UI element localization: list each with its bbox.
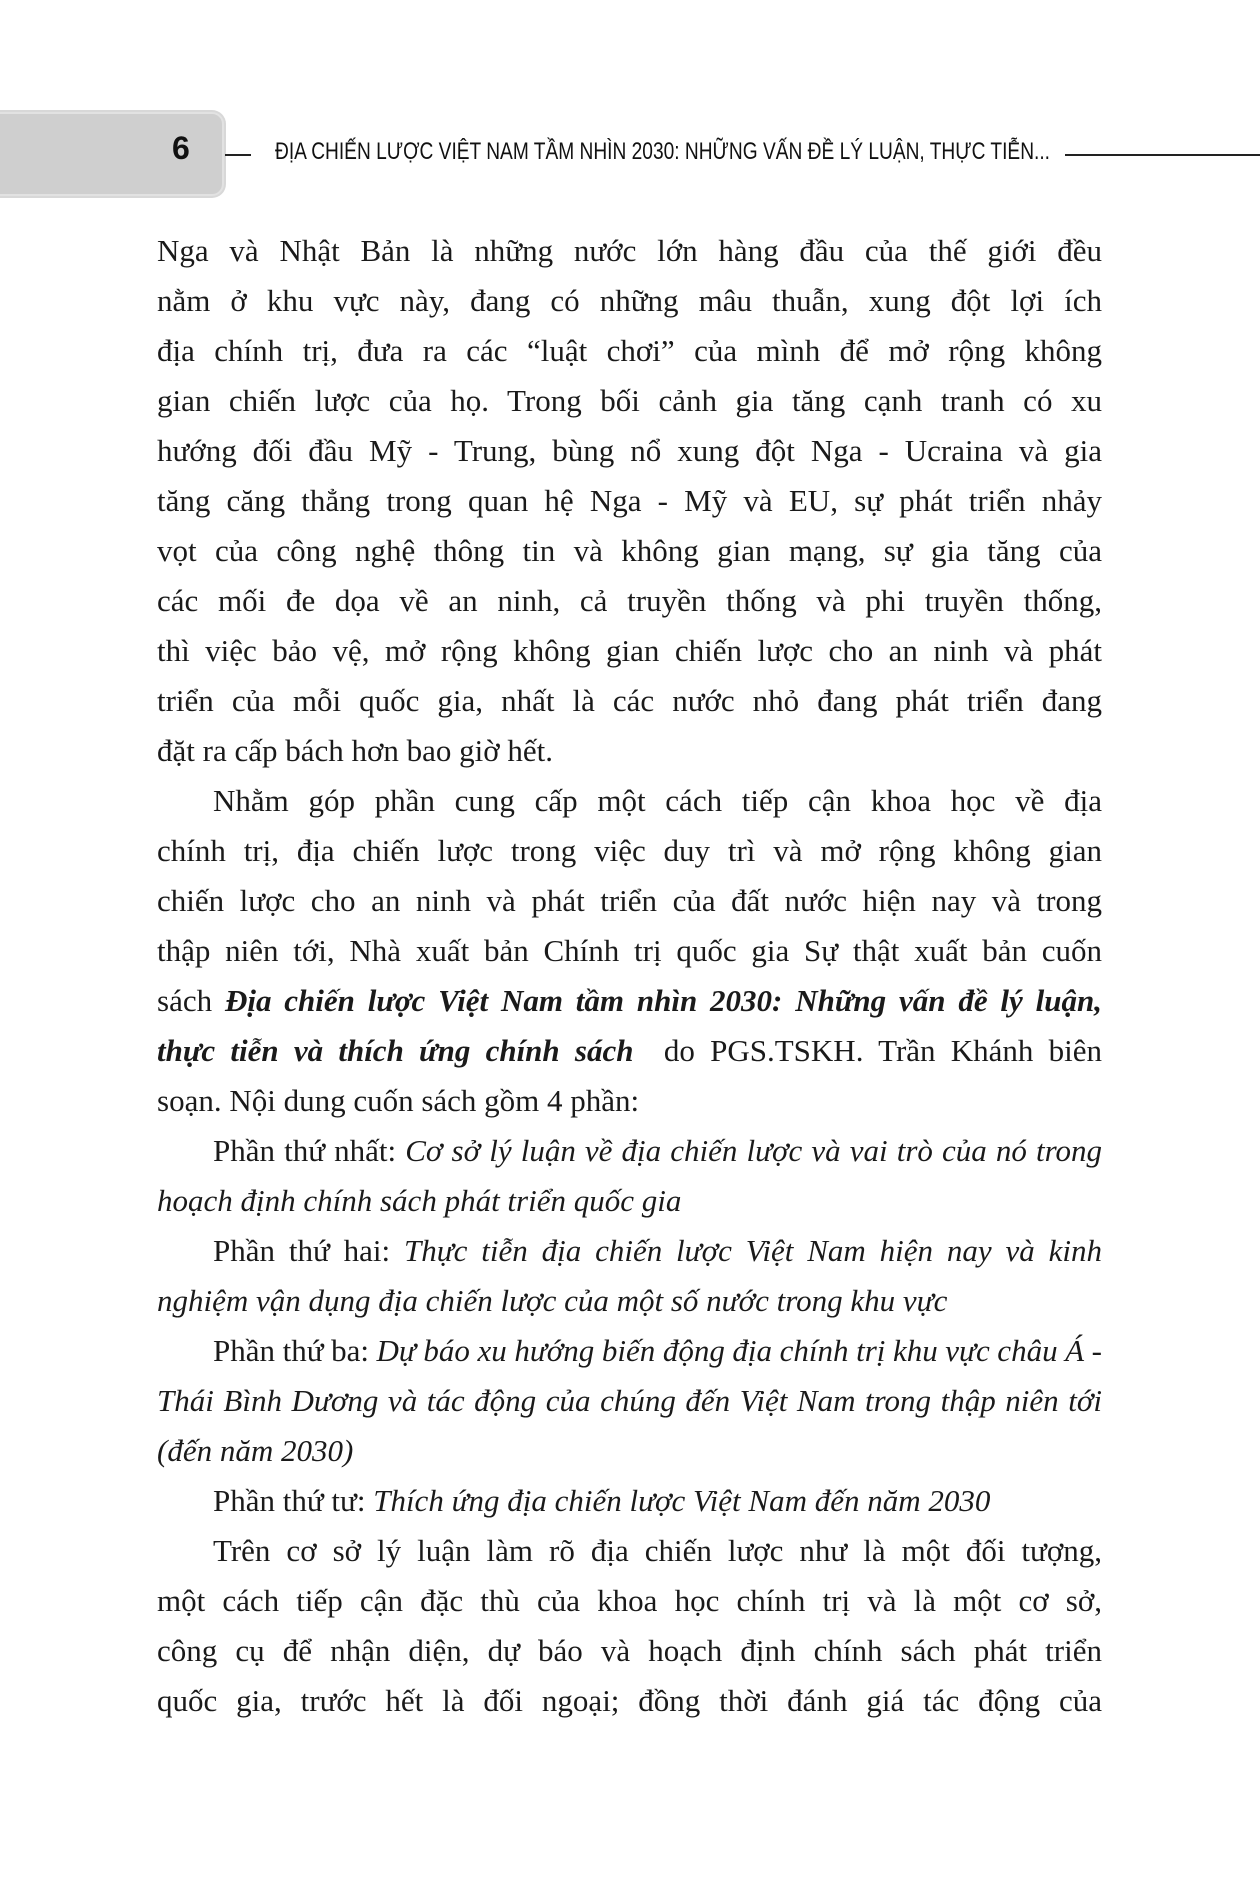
text-run: quốc gia, trước hết là đối ngoại; đồng thời đánh giá tác động của bbox=[157, 1683, 1102, 1718]
text-line-content bbox=[157, 276, 1102, 326]
text-line-content bbox=[157, 1026, 1102, 1076]
text-line-content bbox=[213, 776, 1102, 826]
emphasized-text: thực tiễn và thích ứng chính sách bbox=[157, 1033, 634, 1068]
emphasized-text: Thích ứng địa chiến lược Việt Nam đến năm 2030 bbox=[373, 1483, 991, 1518]
emphasized-text: Thái Bình Dương và tác động của chúng đến Việt Nam trong thập niên tới bbox=[157, 1383, 1102, 1418]
text-line-content bbox=[213, 1226, 1102, 1276]
text-run: Nga và Nhật Bản là những nước lớn hàng đầu của thế giới đều bbox=[157, 233, 1102, 268]
text-line bbox=[157, 376, 1102, 426]
text-line-content bbox=[157, 226, 1102, 276]
text-run: Phần thứ ba: bbox=[213, 1333, 377, 1368]
text-line bbox=[157, 976, 1102, 1026]
text-line-content bbox=[157, 826, 1102, 876]
emphasized-text: Cơ sở lý luận về địa chiến lược và vai trò của nó trong bbox=[405, 1133, 1102, 1168]
text-run: Trên cơ sở lý luận làm rõ địa chiến lược như là một đối tượng, bbox=[213, 1533, 1102, 1568]
text-line-content bbox=[213, 1526, 1102, 1576]
text-line bbox=[157, 1626, 1102, 1676]
text-run: chiến lược cho an ninh và phát triển của đất nước hiện nay và trong bbox=[157, 883, 1102, 918]
text-run: Phần thứ tư: bbox=[213, 1483, 374, 1518]
text-line bbox=[157, 226, 1102, 276]
text-run: thập niên tới, Nhà xuất bản Chính trị quốc gia Sự thật xuất bản cuốn bbox=[157, 933, 1102, 968]
text-line bbox=[157, 576, 1102, 626]
text-line-content bbox=[157, 1376, 1102, 1426]
text-line-content bbox=[157, 1576, 1102, 1626]
text-line-content bbox=[157, 376, 1102, 426]
text-line-content bbox=[213, 1476, 990, 1526]
text-line-content bbox=[157, 1426, 353, 1476]
text-line-content bbox=[157, 1676, 1102, 1726]
page-number: 6 bbox=[172, 130, 190, 166]
text-line bbox=[157, 1676, 1102, 1726]
text-line bbox=[157, 676, 1102, 726]
text-line bbox=[157, 1576, 1102, 1626]
text-run: Phần thứ hai: bbox=[213, 1233, 404, 1268]
text-run: gian chiến lược của họ. Trong bối cảnh gia tăng cạnh tranh có xu bbox=[157, 383, 1102, 418]
text-line bbox=[157, 776, 1102, 826]
text-line-content bbox=[157, 526, 1102, 576]
text-run: công cụ để nhận diện, dự báo và hoạch định chính sách phát triển bbox=[157, 1633, 1102, 1668]
header-dash bbox=[225, 154, 251, 156]
text-line bbox=[157, 876, 1102, 926]
text-line-content bbox=[157, 1076, 639, 1126]
page-number-tab bbox=[0, 112, 224, 196]
text-line bbox=[157, 526, 1102, 576]
text-line-content bbox=[157, 676, 1102, 726]
emphasized-text: nghiệm vận dụng địa chiến lược của một số nước trong khu vực bbox=[157, 1283, 948, 1318]
text-line bbox=[157, 1376, 1102, 1426]
text-line bbox=[157, 1226, 1102, 1276]
text-run: vọt của công nghệ thông tin và không gian mạng, sự gia tăng của bbox=[157, 533, 1102, 568]
text-run: thì việc bảo vệ, mở rộng không gian chiến lược cho an ninh và phát bbox=[157, 633, 1102, 668]
text-line bbox=[157, 476, 1102, 526]
running-title: ĐỊA CHIẾN LƯỢC VIỆT NAM TẦM NHÌN 2030: NHỮNG VẤN ĐỀ LÝ LUẬN, THỰC TIỄN... bbox=[275, 138, 1050, 165]
text-line bbox=[157, 276, 1102, 326]
text-run: sách bbox=[157, 983, 225, 1018]
text-run: chính trị, địa chiến lược trong việc duy trì và mở rộng không gian bbox=[157, 833, 1102, 868]
text-line-content bbox=[157, 1276, 947, 1326]
text-line-content bbox=[157, 1176, 681, 1226]
text-line bbox=[157, 1476, 1102, 1526]
text-run: Nhằm góp phần cung cấp một cách tiếp cận khoa học về địa bbox=[213, 783, 1102, 818]
emphasized-text: Dự báo xu hướng biến động địa chính trị khu vực châu Á - bbox=[376, 1333, 1102, 1368]
emphasized-text: (đến năm 2030) bbox=[157, 1433, 354, 1468]
text-line bbox=[157, 726, 1102, 776]
text-line-content bbox=[157, 326, 1102, 376]
text-run: một cách tiếp cận đặc thù của khoa học chính trị và là một cơ sở, bbox=[157, 1583, 1102, 1618]
text-run: triển của mỗi quốc gia, nhất là các nước nhỏ đang phát triển đang bbox=[157, 683, 1102, 718]
text-line bbox=[157, 926, 1102, 976]
text-run: nằm ở khu vực này, đang có những mâu thuẫn, xung đột lợi ích bbox=[157, 283, 1102, 318]
text-line-content bbox=[157, 626, 1102, 676]
text-run: Phần thứ nhất: bbox=[213, 1133, 406, 1168]
text-line-content bbox=[157, 426, 1102, 476]
text-line-content bbox=[157, 876, 1102, 926]
emphasized-text: Thực tiễn địa chiến lược Việt Nam hiện nay và kinh bbox=[403, 1233, 1102, 1268]
text-line bbox=[157, 326, 1102, 376]
text-run: soạn. Nội dung cuốn sách gồm 4 phần: bbox=[157, 1083, 640, 1118]
text-line-content bbox=[157, 476, 1102, 526]
text-line bbox=[157, 1076, 1102, 1126]
text-line bbox=[157, 1526, 1102, 1576]
text-run: hướng đối đầu Mỹ - Trung, bùng nổ xung đột Nga - Ucraina và gia bbox=[157, 433, 1102, 468]
text-line bbox=[157, 1326, 1102, 1376]
text-line bbox=[157, 626, 1102, 676]
text-line-content bbox=[213, 1326, 1102, 1376]
header-rule bbox=[1065, 154, 1260, 156]
text-line bbox=[157, 1126, 1102, 1176]
text-line bbox=[157, 826, 1102, 876]
text-run: tăng căng thẳng trong quan hệ Nga - Mỹ và EU, sự phát triển nhảy bbox=[157, 483, 1102, 518]
text-line bbox=[157, 1026, 1102, 1076]
text-line-content bbox=[157, 926, 1102, 976]
text-line-content bbox=[157, 1626, 1102, 1676]
text-line bbox=[157, 1276, 1102, 1326]
text-run: do PGS.TSKH. Trần Khánh biên bbox=[633, 1033, 1102, 1068]
text-line-content bbox=[157, 576, 1102, 626]
text-line-content bbox=[213, 1126, 1102, 1176]
text-line bbox=[157, 1176, 1102, 1226]
text-line-content bbox=[157, 726, 553, 776]
text-line-content bbox=[157, 976, 1102, 1026]
body-text bbox=[157, 226, 1102, 1726]
emphasized-text: hoạch định chính sách phát triển quốc gia bbox=[157, 1183, 682, 1218]
text-line bbox=[157, 426, 1102, 476]
text-run: các mối đe dọa về an ninh, cả truyền thống và phi truyền thống, bbox=[157, 583, 1102, 618]
text-run: đặt ra cấp bách hơn bao giờ hết. bbox=[157, 733, 554, 768]
text-line bbox=[157, 1426, 1102, 1476]
text-run: địa chính trị, đưa ra các “luật chơi” của mình để mở rộng không bbox=[157, 333, 1102, 368]
emphasized-text: Địa chiến lược Việt Nam tầm nhìn 2030: Những vấn đề lý luận, bbox=[224, 983, 1102, 1018]
